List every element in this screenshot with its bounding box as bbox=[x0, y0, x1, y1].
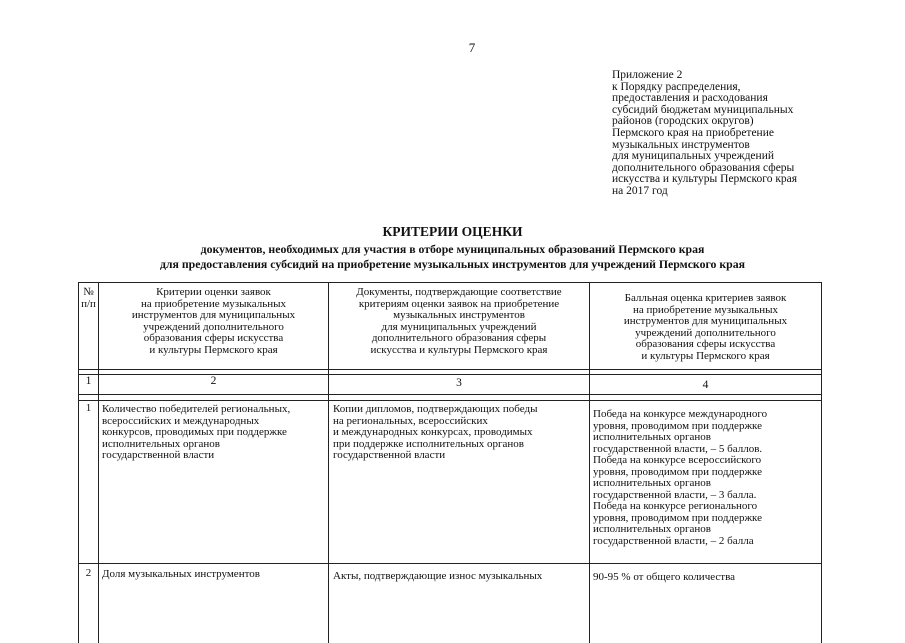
row-documents: Акты, подтверждающие износ музыкальных bbox=[333, 570, 543, 582]
column-number: 2 bbox=[210, 375, 217, 387]
appendix-line: субсидий бюджетам муниципальных bbox=[612, 103, 794, 116]
header-number: № п/п bbox=[81, 286, 96, 310]
table-divider bbox=[79, 394, 821, 395]
appendix-line: районов (городских округов) bbox=[612, 115, 754, 128]
header-criteria: Критерии оценки заявок на приобретение музыкальных инструментов для муниципальных учреждений дополнительного образования сферы искусства и культуры Пермского края bbox=[131, 286, 296, 356]
appendix-line: музыкальных инструментов bbox=[612, 138, 750, 151]
appendix-line: Пермского края на приобретение bbox=[612, 126, 774, 139]
appendix-line: к Порядку распределения, bbox=[612, 80, 741, 93]
column-number: 3 bbox=[456, 377, 462, 389]
criteria-table bbox=[78, 282, 822, 643]
appendix-block bbox=[612, 70, 872, 198]
row-number: 1 bbox=[85, 402, 92, 414]
row-number: 2 bbox=[85, 567, 92, 579]
page-number: 7 bbox=[468, 40, 476, 55]
table-divider bbox=[79, 374, 821, 375]
document-subtitle-line-1: документов, необходимых для участия в отборе муниципальных образований Пермского края bbox=[200, 242, 705, 256]
row-score: Победа на конкурсе международного уровня, проводимом при поддержке исполнительных органов государственной власти, – 5 баллов. Победа на конкурсе всероссийского уровня, проводимом при поддержке исполнительных органов государственной власти, – 3 балла. Победа на конкурсе регионального уровня, проводимом при поддержке исполнительных органов государственной власти, – 2 балла bbox=[593, 408, 768, 547]
column-number: 1 bbox=[85, 375, 92, 387]
table-divider bbox=[79, 400, 821, 401]
header-score: Балльная оценка критериев заявок на приобретение музыкальных инструментов для муниципальных учреждений дополнительного образования сферы искусства и культуры Пермского края bbox=[623, 292, 788, 362]
appendix-line: для муниципальных учреждений bbox=[612, 150, 774, 163]
appendix-line: искусства и культуры Пермского края bbox=[612, 173, 798, 186]
appendix-line: на 2017 год bbox=[612, 184, 668, 197]
appendix-line: дополнительного образования сферы bbox=[612, 161, 795, 174]
row-criterion: Количество победителей региональных, всероссийских и международных конкурсов, проводимых при поддержке исполнительных органов государственной власти bbox=[102, 403, 291, 461]
document-title: КРИТЕРИИ ОЦЕНКИ bbox=[382, 224, 523, 239]
row-criterion: Доля музыкальных инструментов bbox=[102, 568, 260, 580]
column-number: 4 bbox=[702, 379, 709, 391]
row-documents: Копии дипломов, подтверждающих победы на региональных, всероссийских и международных конкурсах, проводимых при поддержке исполнительных органов государственной власти bbox=[333, 403, 538, 461]
appendix-line: предоставления и расходования bbox=[612, 92, 768, 105]
header-documents: Документы, подтверждающие соответствие критериям оценки заявок на приобретение музыкальных инструментов для муниципальных учреждений дополнительного образования сферы искусства и культуры Пермского края bbox=[356, 286, 562, 356]
appendix-line: Приложение 2 bbox=[612, 69, 683, 81]
row-score: 90-95 % от общего количества bbox=[593, 571, 736, 583]
table-divider bbox=[79, 369, 821, 370]
table-divider bbox=[79, 563, 821, 564]
document-subtitle-line-2: для предоставления субсидий на приобретение музыкальных инструментов для учреждений Пермского края bbox=[159, 257, 746, 271]
